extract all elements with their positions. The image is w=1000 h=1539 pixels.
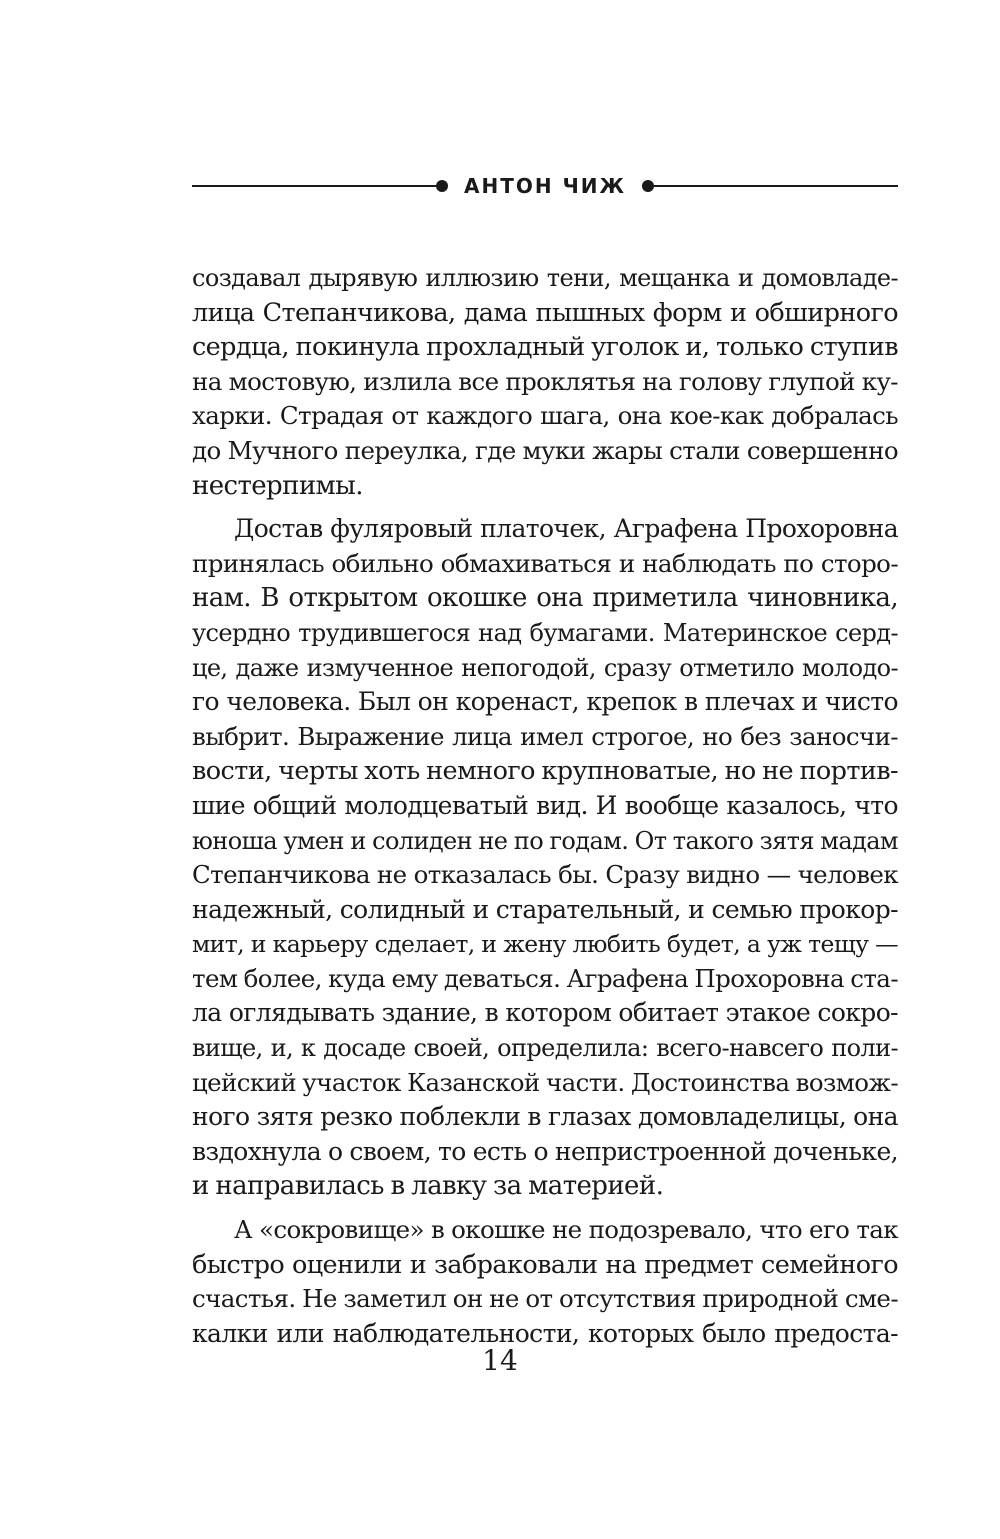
text-line: усердно трудившегося над бумагами. Материнское серд- xyxy=(192,618,898,647)
text-line: мит, и карьеру сделает, и жену любить будет, а уж тещу — xyxy=(192,930,898,959)
text-line: харки. Страдая от каждого шага, она кое-как добралась xyxy=(192,401,898,431)
paragraph xyxy=(192,512,898,1204)
text-line: калки или наблюдательности, которых было предоста- xyxy=(192,1318,898,1348)
text-line: принялась обильно обмахиваться и наблюдать по сторо- xyxy=(192,548,898,578)
text-line: надежный, солидный и старательный, и семью прокор- xyxy=(192,894,898,924)
text-line: нестерпимы. xyxy=(192,470,363,501)
text-line: ла оглядывать здание, в котором обитает этакое сокро- xyxy=(192,998,898,1028)
text-line: лица Степанчикова, дама пышных форм и обширного xyxy=(192,297,898,328)
text-line: нам. В открытом окошке она приметила чиновника, xyxy=(192,583,898,614)
header-rule-right xyxy=(654,185,898,187)
text-line: го человека. Был он коренаст, крепок в плечах и чисто xyxy=(192,687,898,717)
bullet-icon xyxy=(642,180,654,192)
page-number: 14 xyxy=(482,1344,518,1377)
text-line: цейский участок Казанской части. Достоинства возмож- xyxy=(192,1067,898,1097)
text-line: до Мучного переулка, где муки жары стали совершенно xyxy=(192,435,898,465)
text-line: и направилась в лавку за материей. xyxy=(192,1171,664,1202)
text-line: вздохнула о своем, то есть о непристроенной доченьке, xyxy=(192,1136,898,1166)
text-line: юноша умен и солиден не по годам. От такого зятя мадам xyxy=(192,826,898,855)
text-line: це, даже измученное непогодой, сразу отметило молодо- xyxy=(192,653,898,682)
text-line: создавал дырявую иллюзию тени, мещанка и домовладе- xyxy=(192,264,898,292)
text-line: Степанчикова не отказалась бы. Сразу видно — человек xyxy=(192,860,898,890)
text-line: А «сокровище» в окошке не подозревало, что его так xyxy=(234,1215,898,1245)
text-line: Достав фуляровый платочек, Аграфена Прохоровна xyxy=(234,514,898,544)
bullet-icon xyxy=(436,180,448,192)
running-header xyxy=(192,171,898,201)
text-line: быстро оценили и забраковали на предмет семейного xyxy=(192,1249,898,1280)
text-line: счастья. Не заметил он не от отсутствия природной сме- xyxy=(192,1284,898,1314)
text-line: выбрит. Выражение лица имел строгое, но без заносчи- xyxy=(192,721,898,751)
text-line: вище, и, к досаде своей, определила: всего-навсего поли- xyxy=(192,1034,898,1063)
text-line: вости, черты хоть немного крупноватые, но не портив- xyxy=(192,756,899,787)
body-text xyxy=(192,261,898,1351)
header-rule-left xyxy=(192,185,436,187)
text-line: ного зятя резко поблекли в глазах домовладелицы, она xyxy=(192,1102,898,1132)
running-title: АНТОН ЧИЖ xyxy=(464,174,626,198)
paragraph xyxy=(192,261,898,503)
paragraph xyxy=(192,1213,898,1351)
text-line: сердца, покинула прохладный уголок и, только ступив xyxy=(192,332,898,363)
text-line: тем более, куда ему деваться. Аграфена Прохоровна ста- xyxy=(192,963,898,993)
text-line: шие общий молодцеватый вид. И вообще казалось, что xyxy=(192,790,898,820)
text-line: на мостовую, излила все проклятья на голову глупой ку- xyxy=(192,366,898,396)
